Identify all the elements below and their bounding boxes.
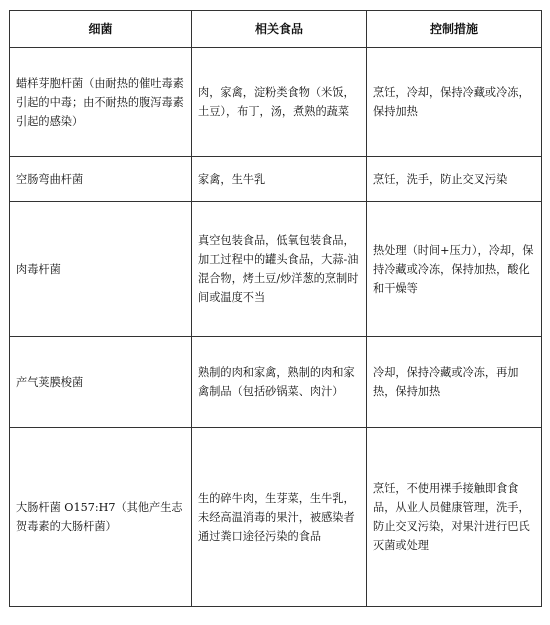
controls-cell: 热处理（时间+压力），冷却，保持冷藏或冷冻，保持加热，酸化和干燥等 — [367, 202, 542, 337]
bacteria-control-table — [9, 10, 542, 607]
bacteria-cell: 产气荚膜梭菌 — [10, 337, 192, 428]
table-row — [10, 157, 542, 202]
header-bacteria: 细菌 — [10, 11, 192, 48]
header-row — [10, 11, 542, 48]
controls-cell: 烹饪，洗手，防止交叉污染 — [367, 157, 542, 202]
foods-cell: 肉，家禽，淀粉类食物（米饭，土豆），布丁，汤，煮熟的蔬菜 — [192, 48, 367, 157]
table-row — [10, 202, 542, 337]
bacteria-cell: 空肠弯曲杆菌 — [10, 157, 192, 202]
header-control-measures: 控制措施 — [367, 11, 542, 48]
foods-cell: 生的碎牛肉，生芽菜，生牛乳，未经高温消毒的果汁，被感染者通过粪口途径污染的食品 — [192, 428, 367, 607]
table-row — [10, 337, 542, 428]
bacteria-cell: 蜡样芽胞杆菌（由耐热的催吐毒素引起的中毒；由不耐热的腹泻毒素引起的感染） — [10, 48, 192, 157]
table-row — [10, 428, 542, 607]
controls-cell: 烹饪，冷却，保持冷藏或冷冻，保持加热 — [367, 48, 542, 157]
bacteria-cell: 大肠杆菌 O157:H7（其他产生志贺毒素的大肠杆菌） — [10, 428, 192, 607]
controls-cell: 冷却，保持冷藏或冷冻，再加热，保持加热 — [367, 337, 542, 428]
foods-cell: 熟制的肉和家禽，熟制的肉和家禽制品（包括砂锅菜、肉汁） — [192, 337, 367, 428]
foods-cell: 家禽，生牛乳 — [192, 157, 367, 202]
controls-cell: 烹饪，不使用裸手接触即食食品，从业人员健康管理，洗手，防止交叉污染，对果汁进行巴氏灭菌或处理 — [367, 428, 542, 607]
bacteria-cell: 肉毒杆菌 — [10, 202, 192, 337]
header-related-foods: 相关食品 — [192, 11, 367, 48]
foods-cell: 真空包装食品，低氧包装食品，加工过程中的罐头食品，大蒜-油混合物，烤土豆/炒洋葱的烹制时间或温度不当 — [192, 202, 367, 337]
table-row — [10, 48, 542, 157]
